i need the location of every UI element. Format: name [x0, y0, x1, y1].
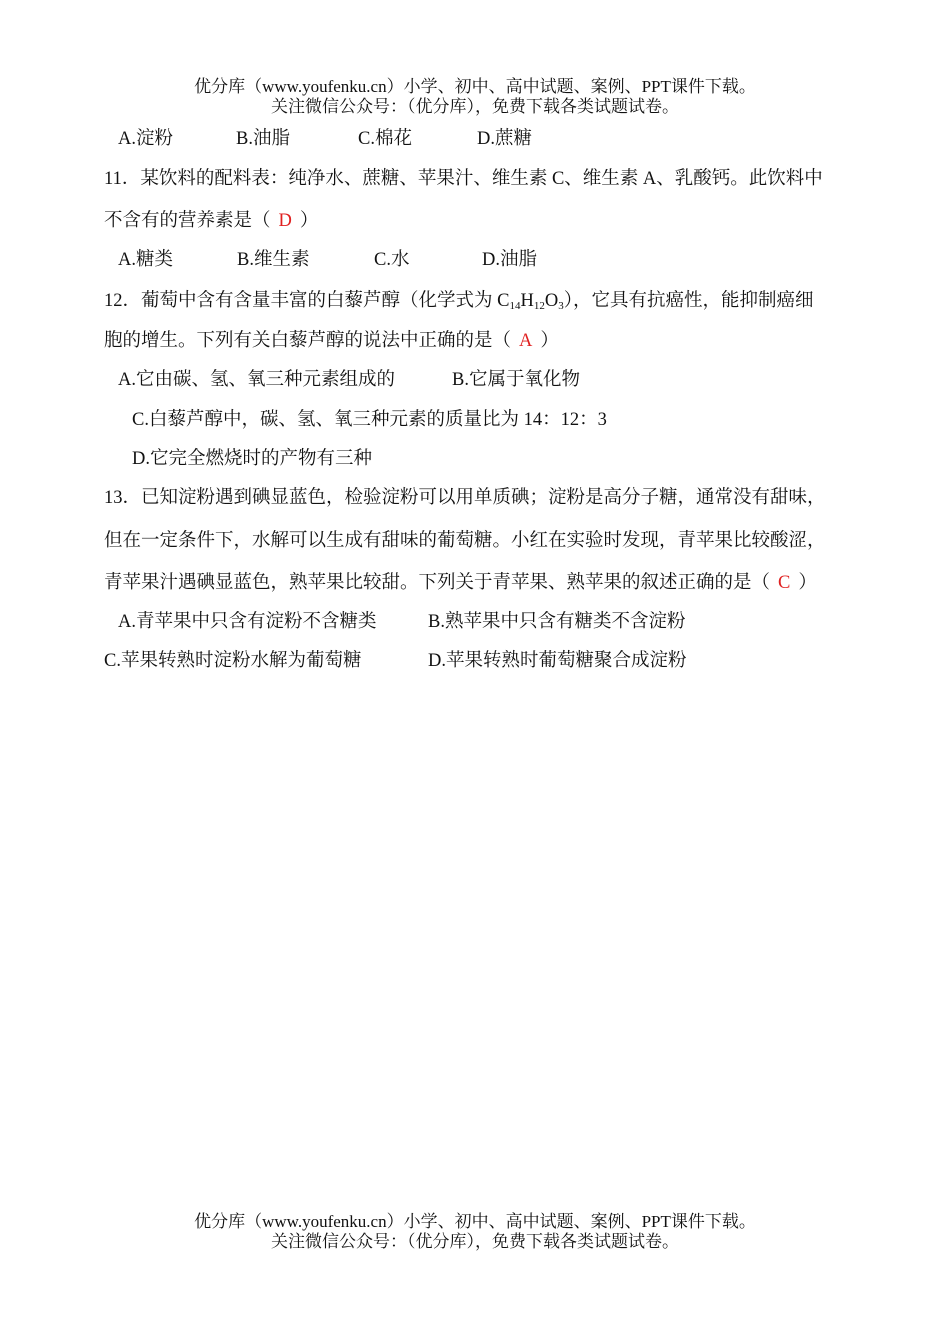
q12-options-ab [118, 368, 580, 392]
q12-stem-text-2: 胞的增生。下列有关白藜芦醇的说法中正确的是（ [104, 331, 512, 351]
q10-option-b: B.油脂 [236, 129, 290, 149]
q13-answer: C [778, 573, 791, 593]
q13-stem-line-2: 但在一定条件下，水解可以生成有甜味的葡萄糖。小红在实验时发现，青苹果比较酸涩， [104, 531, 826, 551]
footer-line-2: 关注微信公众号：（优分库），免费下载各类试题试卷。 [271, 1232, 679, 1251]
q12-stem-text-rest: ），它具有抗癌性，能抑制癌细 [563, 291, 814, 311]
q12-subscript-c: 14 [509, 300, 521, 312]
q13-stem-line-3 [104, 571, 817, 595]
q13-stem-close: ） [798, 573, 817, 593]
q10-option-d: D.蔗糖 [477, 129, 532, 149]
q11-option-b: B.维生素 [237, 250, 310, 270]
q13-stem-text: 青苹果汁遇碘显蓝色，熟苹果比较甜。下列关于青苹果、熟苹果的叙述正确的是（ [104, 573, 771, 593]
q11-stem-close: ） [299, 211, 319, 231]
q11-stem-line-2 [104, 209, 318, 233]
q13-options-cd [104, 649, 687, 673]
q13-options-ab [118, 610, 685, 634]
q10-option-a: A.淀粉 [118, 129, 173, 149]
q11-options [118, 248, 537, 272]
q10-option-c: C.棉花 [358, 129, 412, 149]
q12-option-d: D.它完全燃烧时的产物有三种 [132, 449, 372, 469]
q13-option-c: C.苹果转熟时淀粉水解为葡萄糖 [104, 651, 362, 671]
q12-stem-line-2 [104, 329, 559, 353]
q12-formula-h: H [520, 291, 534, 311]
q12-option-b: B.它属于氧化物 [452, 370, 580, 390]
q11-answer: D [278, 211, 292, 231]
footer-line-1: 优分库（www.youfenku.cn）小学、初中、高中试题、案例、PPT课件下载。 [194, 1212, 756, 1231]
q12-subscript-o: 3 [558, 300, 564, 312]
q13-option-b: B.熟苹果中只含有糖类不含淀粉 [428, 612, 686, 632]
q11-stem-text: 不含有的营养素是（ [104, 211, 271, 231]
q13-stem-line-1: 13．已知淀粉遇到碘显蓝色，检验淀粉可以用单质碘；淀粉是高分子糖，通常没有甜味， [104, 488, 826, 508]
q12-option-a: A.它由碳、氢、氧三种元素组成的 [118, 370, 395, 390]
q10-options [118, 127, 532, 151]
q12-answer: A [519, 331, 533, 351]
header-line-1: 优分库（www.youfenku.cn）小学、初中、高中试题、案例、PPT课件下载。 [194, 77, 756, 96]
q13-option-d: D.苹果转熟时葡萄糖聚合成淀粉 [428, 651, 687, 671]
q11-option-d: D.油脂 [482, 250, 537, 270]
q12-subscript-h: 12 [533, 300, 545, 312]
q12-option-c: C.白藜芦醇中，碳、氢、氧三种元素的质量比为 14：12：3 [132, 410, 607, 430]
q12-stem-text: 12．葡萄中含有含量丰富的白藜芦醇（化学式为 C [104, 291, 510, 311]
q11-option-c: C.水 [374, 250, 410, 270]
q11-stem-line-1: 11．某饮料的配料表：纯净水、蔗糖、苹果汁、维生素 C、维生素 A、乳酸钙。此饮料中 [104, 169, 823, 189]
q12-stem-close: ） [540, 331, 559, 351]
q12-formula-o: O [544, 291, 559, 311]
q13-option-a: A.青苹果中只含有淀粉不含糖类 [118, 612, 377, 632]
q11-option-a: A.糖类 [118, 250, 173, 270]
header-line-2: 关注微信公众号：（优分库），免费下载各类试题试卷。 [271, 97, 679, 116]
q12-stem-line-1 [104, 289, 813, 313]
